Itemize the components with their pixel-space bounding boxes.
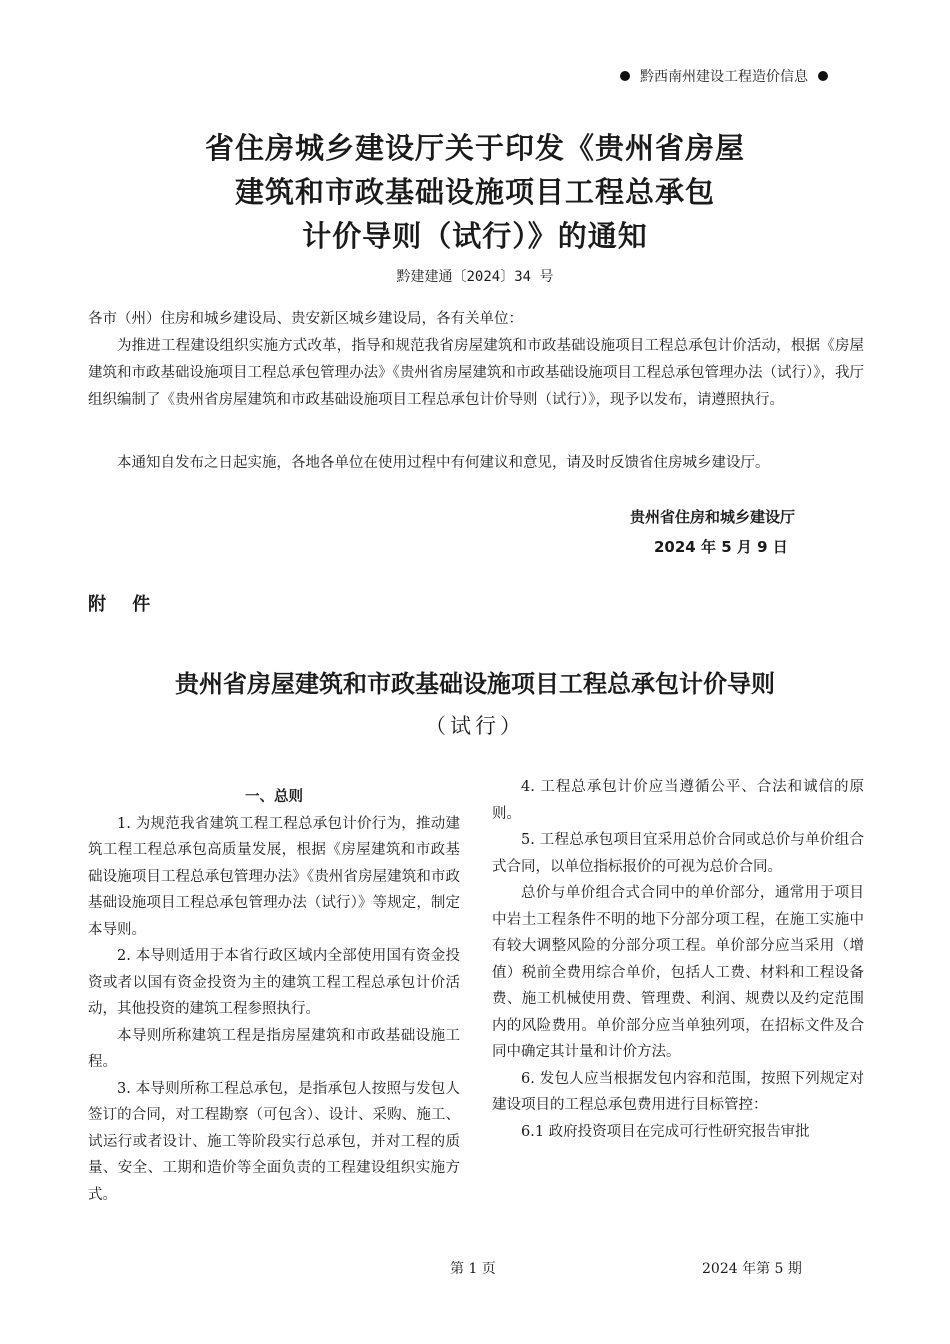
notice-paragraph: 本通知自发布之日起实施，各地各单位在使用过程中有何建议和意见，请及时反馈省住房城乡建设厅。 [117, 455, 770, 471]
clause-paragraph: 4. 工程总承包计价应当遵循公平、合法和诚信的原则。 [492, 779, 864, 822]
document-number: 黔建建通〔2024〕34 号 [396, 269, 554, 285]
title-line: 省住房城乡建设厅关于印发《贵州省房屋 [204, 131, 745, 165]
clause-paragraph: 本导则所称建筑工程是指房屋建筑和市政基础设施工程。 [88, 1027, 460, 1070]
signature-organization: 贵州省住房和城乡建设厅 [630, 508, 796, 526]
clause-paragraph: 总价与单价组合式合同中的单价部分，通常用于项目中岩土工程条件不明的地下分部分项工程，在施工实施中有较大调整风险的分部分项工程。单价部分应当采用（增值）税前全费用综合单价，包括人工费、材料和工程设备费、施工机械使用费、管理费、利润、规费以及约定范围内的风险费用。单价部分应当单独列项，在招标文件及合同中确定其计量和计价方法。 [492, 885, 864, 1060]
clause-paragraph: 6. 发包人应当根据发包内容和范围，按照下列规定对建设项目的工程总承包费用进行目标管控： [492, 1070, 864, 1113]
guide-title: 贵州省房屋建筑和市政基础设施项目工程总承包计价导则 [175, 670, 775, 698]
clause-paragraph: 6.1 政府投资项目在完成可行性研究报告审批 [521, 1123, 810, 1140]
title-line: 计价导则（试行）》的通知 [302, 219, 648, 253]
addressee: 各市（州）住房和城乡建设局、贵安新区城乡建设局，各有关单位： [88, 311, 523, 327]
attachment-label: 附 件 [88, 594, 161, 615]
notice-title [0, 126, 950, 258]
signature-date: 2024 年 5 月 9 日 [654, 538, 788, 556]
clause-paragraph: 5. 工程总承包项目宜采用总价合同或总价与单价组合式合同，以单位指标报价的可视为总价合同。 [492, 832, 864, 875]
issue-number: 2024 年第 5 期 [702, 1261, 802, 1277]
right-column [492, 774, 864, 1145]
clause-paragraph: 2. 本导则适用于本省行政区域内全部使用国有资金投资或者以国有资金投资为主的建筑工程工程总承包计价活动，其他投资的建筑工程参照执行。 [88, 948, 460, 1017]
clause-paragraph: 3. 本导则所称工程总承包，是指承包人按照与发包人签订的合同，对工程勘察（可包含）、设计、采购、施工、试运行或者设计、施工等阶段实行总承包，并对工程的质量、安全、工期和造价等全面负责的工程建设组织实施方式。 [88, 1080, 460, 1203]
clause-paragraph: 1. 为规范我省建筑工程工程总承包计价行为，推动建筑工程工程总承包高质量发展，根据《房屋建筑和市政基础设施项目工程总承包管理办法》《贵州省房屋建筑和市政基础设施项目工程总承包管理办法（试行）》等规定，制定本导则。 [88, 815, 460, 938]
title-line: 建筑和市政基础设施项目工程总承包 [234, 175, 715, 209]
publication-name: 黔西南州建设工程造价信息 [640, 69, 808, 85]
guide-subtitle: （试行） [425, 714, 525, 738]
publication-header [620, 66, 828, 86]
left-column [88, 774, 460, 1208]
bullet-dot-icon [818, 71, 828, 81]
page-number: 第 1 页 [450, 1261, 496, 1277]
bullet-dot-icon [620, 71, 630, 81]
notice-paragraph: 为推进工程建设组织实施方式改革，指导和规范我省房屋建筑和市政基础设施项目工程总承包计价活动，根据《房屋建筑和市政基础设施项目工程总承包管理办法》《贵州省房屋建筑和市政基础设施项目工程总承包管理办法（试行）》，我厅组织编制了《贵州省房屋建筑和市政基础设施项目工程总承包计价导则（试行）》，现予以发布，请遵照执行。 [88, 338, 864, 408]
section-heading: 一、总则 [245, 789, 303, 805]
